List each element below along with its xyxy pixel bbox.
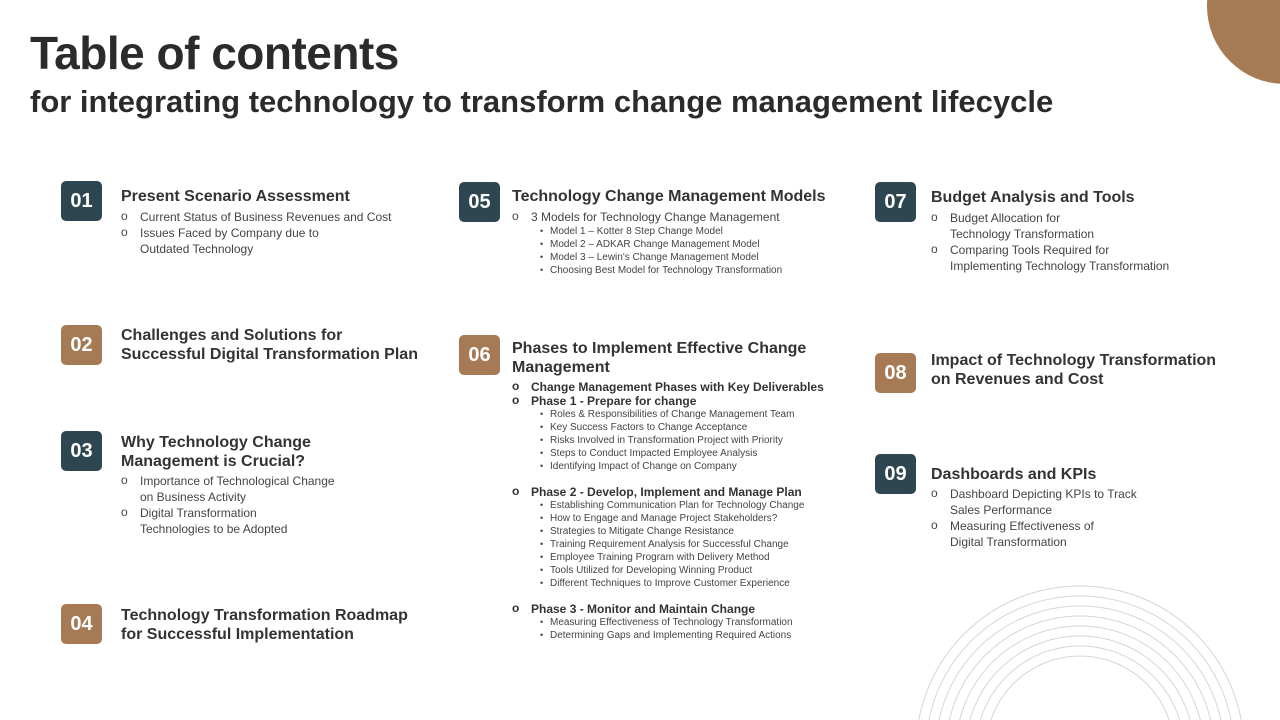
- section-title[interactable]: Present Scenario Assessment: [121, 188, 350, 205]
- list-item: o Dashboard Depicting KPIs to Track Sales Performance: [931, 486, 1137, 518]
- section-title[interactable]: Why Technology Change Management is Crucial?: [121, 434, 311, 470]
- sub-list-item: • Model 1 – Kotter 8 Step Change Model: [531, 225, 782, 238]
- section-number-badge: 05: [459, 182, 500, 222]
- section-items: [931, 210, 1169, 274]
- page-subtitle: for integrating technology to transform change management lifecycle: [30, 84, 1054, 119]
- section-items: [121, 209, 391, 257]
- section-items: [121, 473, 335, 537]
- list-item: o Phase 2 - Develop, Implement and Manage Plan • Establishing Communication Plan for Technology Change • How to Engage and Manage Project Stakeholders? • Strategies to Mitigate Change Resistance • Training Requirement Analysis for Successful Change • Employee Training Program with Delivery Method • Tools Utilized for Developing Winning Product • Different Techniques to Improve Customer Experience: [512, 485, 824, 590]
- section-number-badge: 07: [875, 182, 916, 222]
- sub-list-item: • Risks Involved in Transformation Project with Priority: [531, 434, 824, 447]
- list-item: o Issues Faced by Company due to Outdated Technology: [121, 225, 391, 257]
- sub-list: [531, 616, 824, 642]
- section-title[interactable]: Technology Change Management Models: [512, 188, 826, 205]
- section-number-badge: 09: [875, 454, 916, 494]
- section-items: [512, 209, 782, 277]
- section-items: [512, 380, 824, 642]
- sub-list-item: • How to Engage and Manage Project Stakeholders?: [531, 512, 824, 525]
- section-number-badge: 04: [61, 604, 102, 644]
- sub-list: [531, 225, 782, 277]
- list-item: o 3 Models for Technology Change Management • Model 1 – Kotter 8 Step Change Model • Model 2 – ADKAR Change Management Model • Model 3 – Lewin's Change Management Model • Choosing Best Model for Technology Transformation: [512, 209, 782, 277]
- list-item: o Change Management Phases with Key Deliverables: [512, 380, 824, 394]
- section-number-badge: 03: [61, 431, 102, 471]
- section-title[interactable]: Dashboards and KPIs: [931, 466, 1097, 483]
- page-title: Table of contents: [30, 27, 399, 79]
- sub-list-item: • Tools Utilized for Developing Winning Product: [531, 564, 824, 577]
- sub-list-item: • Strategies to Mitigate Change Resistance: [531, 525, 824, 538]
- list-item: o Measuring Effectiveness of Digital Transformation: [931, 518, 1137, 550]
- sub-list-item: • Establishing Communication Plan for Technology Change: [531, 499, 824, 512]
- sub-list-item: • Employee Training Program with Delivery Method: [531, 551, 824, 564]
- list-item: o Budget Allocation for Technology Transformation: [931, 210, 1169, 242]
- sub-list-item: • Choosing Best Model for Technology Transformation: [531, 264, 782, 277]
- section-title[interactable]: Budget Analysis and Tools: [931, 189, 1135, 206]
- section-number-badge: 08: [875, 353, 916, 393]
- list-item: o Phase 3 - Monitor and Maintain Change • Measuring Effectiveness of Technology Transformation • Determining Gaps and Implementing Required Actions: [512, 602, 824, 642]
- section-title[interactable]: Technology Transformation Roadmap for Successful Implementation: [121, 607, 408, 643]
- sub-list: [531, 408, 824, 473]
- list-item: o Importance of Technological Change on Business Activity: [121, 473, 335, 505]
- section-number-badge: 02: [61, 325, 102, 365]
- sub-list-item: • Identifying Impact of Change on Company: [531, 460, 824, 473]
- section-title[interactable]: Phases to Implement Effective Change Management: [512, 340, 807, 376]
- section-number-badge: 06: [459, 335, 500, 375]
- list-item: o Comparing Tools Required for Implementing Technology Transformation: [931, 242, 1169, 274]
- sub-list-item: • Training Requirement Analysis for Successful Change: [531, 538, 824, 551]
- decorative-corner-circle: [1207, 0, 1280, 84]
- section-title[interactable]: Challenges and Solutions for Successful Digital Transformation Plan: [121, 327, 418, 363]
- sub-list: [531, 499, 824, 590]
- list-item: o Phase 1 - Prepare for change • Roles & Responsibilities of Change Management Team • Key Success Factors to Change Acceptance • Risks Involved in Transformation Project with Priority • Steps to Conduct Impacted Employee Analysis • Identifying Impact of Change on Company: [512, 394, 824, 473]
- sub-list-item: • Key Success Factors to Change Acceptance: [531, 421, 824, 434]
- section-number-badge: 01: [61, 181, 102, 221]
- list-item: o Digital Transformation Technologies to be Adopted: [121, 505, 335, 537]
- sub-list-item: • Different Techniques to Improve Customer Experience: [531, 577, 824, 590]
- section-title[interactable]: Impact of Technology Transformation on Revenues and Cost: [931, 352, 1217, 388]
- sub-list-item: • Measuring Effectiveness of Technology Transformation: [531, 616, 824, 629]
- list-item: o Current Status of Business Revenues and Cost: [121, 209, 391, 225]
- sub-list-item: • Steps to Conduct Impacted Employee Analysis: [531, 447, 824, 460]
- sub-list-item: • Determining Gaps and Implementing Required Actions: [531, 629, 824, 642]
- section-items: [931, 486, 1137, 550]
- sub-list-item: • Roles & Responsibilities of Change Management Team: [531, 408, 824, 421]
- sub-list-item: • Model 3 – Lewin's Change Management Model: [531, 251, 782, 264]
- sub-list-item: • Model 2 – ADKAR Change Management Model: [531, 238, 782, 251]
